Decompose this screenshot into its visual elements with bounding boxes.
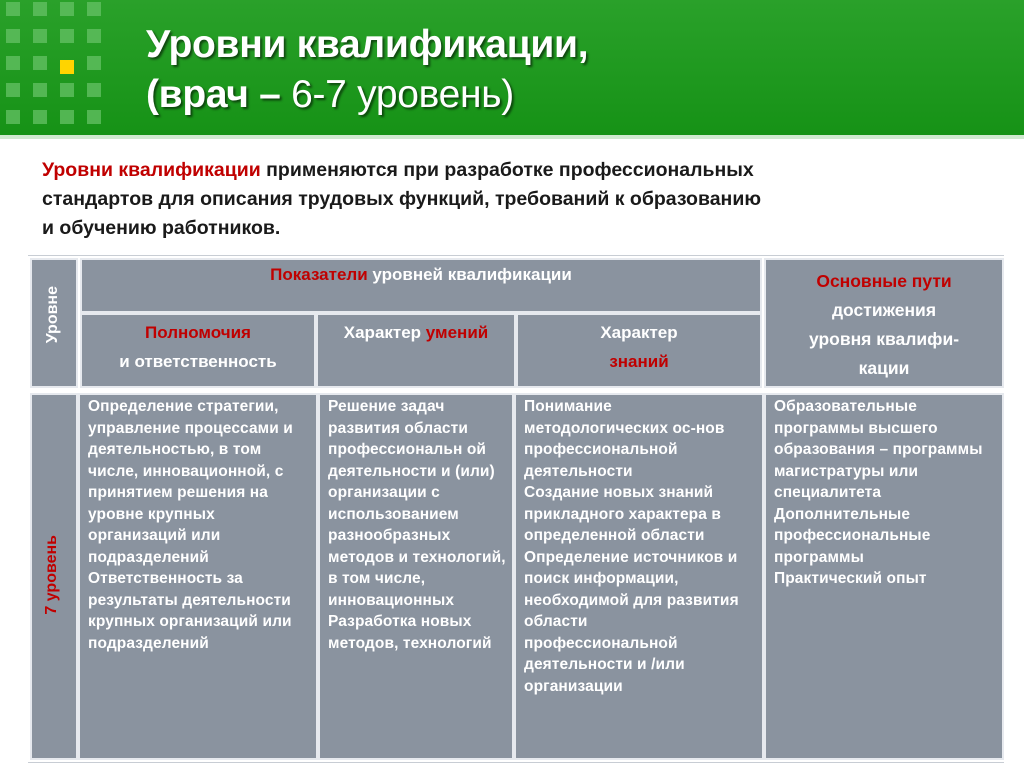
col4-body-cell <box>764 393 1004 760</box>
decorative-square <box>6 29 20 43</box>
indicators-header-red: Показатели <box>270 265 368 284</box>
decorative-square <box>6 56 20 70</box>
decorative-square <box>6 110 20 124</box>
ways-header-line-3: уровня квалифи- <box>808 329 960 349</box>
intro-highlight: Уровни квалификации <box>42 159 261 181</box>
indicators-header-cell <box>80 258 762 313</box>
col1-item: Ответственность за результаты деятельности крупных организаций или подразделений <box>88 570 292 652</box>
decorative-square <box>33 110 47 124</box>
ways-header-red: Основные пути <box>816 271 952 291</box>
col3-header-line-1: Характер <box>600 323 678 342</box>
col4-item: Дополнительные профессиональные программы <box>774 505 931 566</box>
col3-item: Понимание методологических ос-нов профессиональной деятельности <box>524 398 725 480</box>
decorative-square <box>60 110 74 124</box>
header-divider <box>0 135 1024 139</box>
decorative-square <box>87 110 101 124</box>
level-row-cell <box>30 393 78 760</box>
col3-header-red: знаний <box>609 352 669 371</box>
level-header-label: Уровне <box>44 286 61 344</box>
col1-item: Определение стратегии, управление процессами и деятельностью, в том числе, инновационной, с принятием решения на уровне крупных организаций или подразделений <box>88 398 293 566</box>
col2-header-red: умений <box>425 323 489 342</box>
decorative-square <box>87 29 101 43</box>
decorative-square <box>87 83 101 97</box>
col1-header-line-2: и ответственность <box>119 352 277 371</box>
accent-square <box>60 60 74 74</box>
col2-header-cell <box>316 313 516 388</box>
col2-item: Разработка новых методов, технологий <box>328 613 492 652</box>
decorative-square <box>33 56 47 70</box>
ways-header-line-4: кации <box>858 358 910 378</box>
decorative-square <box>6 2 20 16</box>
decorative-square-grid <box>6 2 98 132</box>
ways-header-line-2: достижения <box>831 300 937 320</box>
intro-line-2: стандартов для описания трудовых функций, требований к образованию <box>42 188 761 210</box>
col2-item: Решение задач развития области профессиональн ой деятельности и (или) организации с использованием разнообразных методов и технологий, в том числе, инновационных <box>328 398 506 609</box>
decorative-square <box>33 83 47 97</box>
table-top-rule <box>28 255 1004 256</box>
intro-paragraph <box>42 156 1002 243</box>
level-header-cell <box>30 258 78 388</box>
decorative-square <box>87 56 101 70</box>
decorative-square <box>60 29 74 43</box>
col1-header-cell <box>80 313 316 388</box>
decorative-square <box>33 29 47 43</box>
title-line-2-bold: (врач – <box>146 73 292 116</box>
col3-item: Создание новых знаний прикладного характера в определенной области <box>524 484 721 544</box>
decorative-square <box>60 2 74 16</box>
indicators-header-rest: уровней квалификации <box>367 265 572 284</box>
col4-item: Практический опыт <box>774 570 927 587</box>
level-row-label: 7 уровень <box>43 535 60 615</box>
col4-item: Образовательные программы высшего образования – программы магистратуры или специалитета <box>774 398 983 501</box>
intro-line-3: и обучению работников. <box>42 217 281 239</box>
title-banner <box>0 0 1024 135</box>
table-bottom-rule <box>28 762 1004 763</box>
col3-header-cell <box>516 313 762 388</box>
ways-header-cell <box>764 258 1004 388</box>
col3-body-cell <box>514 393 764 760</box>
decorative-square <box>33 2 47 16</box>
col1-body-cell <box>78 393 318 760</box>
decorative-square <box>6 83 20 97</box>
decorative-square <box>60 83 74 97</box>
intro-line-1: применяются при разработке профессиональных <box>260 159 754 181</box>
col2-header-plain: Характер <box>343 323 426 342</box>
slide-title <box>146 20 588 120</box>
col1-header-red: Полномочия <box>145 323 251 342</box>
title-line-1: Уровни квалификации, <box>146 23 589 66</box>
decorative-square <box>87 2 101 16</box>
col3-item: Определение источников и поиск информации, необходимой для развития области профессиональной деятельности и /или организации <box>524 548 739 695</box>
title-line-2-light: 6-7 уровень) <box>291 73 514 116</box>
col2-body-cell <box>318 393 514 760</box>
